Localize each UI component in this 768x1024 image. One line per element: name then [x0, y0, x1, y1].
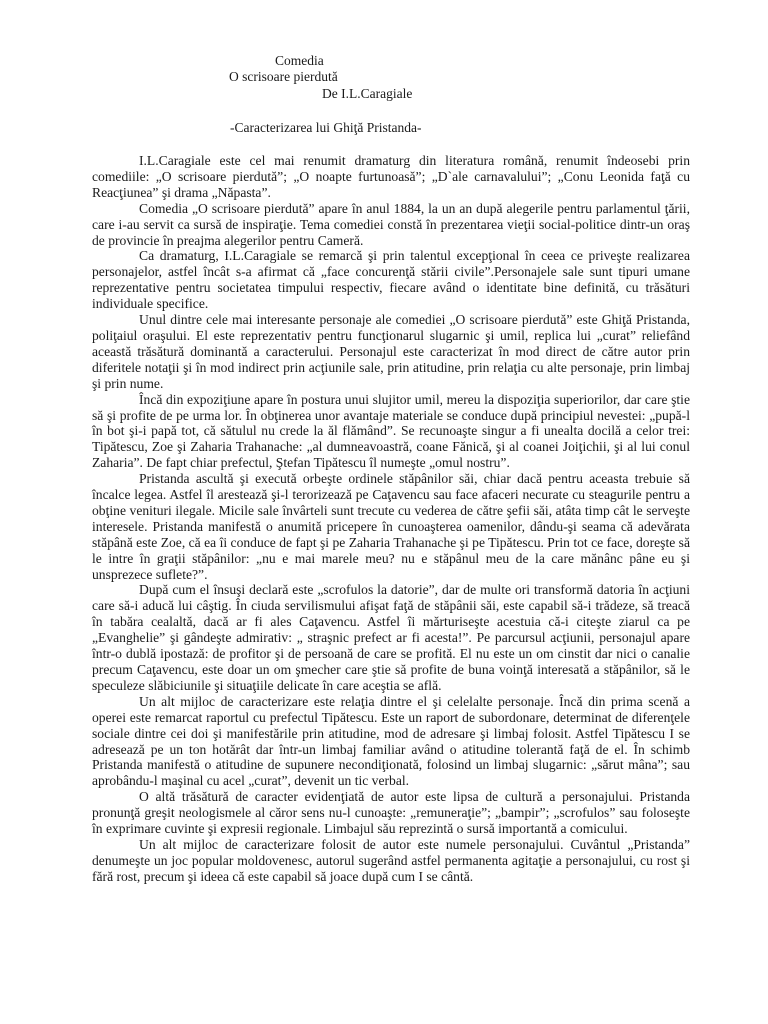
paragraph-5: Încă din expoziţiune apare în postura unui slujitor umil, mereu la dispoziţia superiorilor, dar care ştie să şi profite de pe urma lor. În obţinerea unor avantaje materiale se conduce după principiul nevestei: „pupă-l în bot şi-i papă tot, că sătulul nu crede la ăl flămând”. Se recunoaşte singur a fi unealta docilă a celor trei: Tipătescu, Zoe şi Zaharia Trahanache: „al dumneavoastră, coane Fănică, şi al coanei Joiţichii, şi al lui conul Zaharia”. De fapt chiar prefectul, Ştefan Tipătescu îl numeşte „omul nostru”. — [92, 391, 690, 471]
paragraph-6: Pristanda ascultă şi execută orbeşte ordinele stăpânilor săi, chiar dacă pentru aceasta trebuie să încalce legea. Astfel îl arestează şi-l terorizează pe Caţavencu sau face afaceri necurate cu steagurile pentru a obţine venituri ilegale. Micile sale învârteli sunt trecute cu vederea de către şefii săi, atâta timp cât le serveşte interesele. Pristanda manifestă o anumită pricepere în cunoaşterea oamenilor, dându-şi seama că adevărata stăpână este Zoe, că ea îi conduce de fapt şi pe Zaharia Trahanache şi pe Tipătescu. Prin tot ce face, doreşte să le intre în graţii stăpânilor: „nu e mai marele meu? nu e stăpânul meu de la care mănânc pâne eu şi unsprezece suflete?”. — [92, 471, 690, 582]
paragraph-7: După cum el însuşi declară este „scrofulos la datorie”, dar de multe ori transformă datoria în acţiuni care să-i aducă lui câştig. În ciuda servilismului afişat faţă de stăpânii săi, este capabil să-i trădeze, să treacă în tabăra cealaltă, dacă ar fi ales Caţavencu. Astfel îi mărturiseşte acestuia că-i citeşte ziarul ca pe „Evanghelie” şi gândeşte admirativ: „ straşnic prefect ar fi acesta!”. Pe parcursul acţiunii, personajul apare într-o dublă ipostază: de profitor şi de persoană de care se profită. El nu este un om cinstit dar nici o canalie precum Caţavencu, este doar un om şmecher care ştie să profite de buna voinţă interesată a stăpânilor, să le speculeze slăbiciunile şi situaţiile delicate în care aceştia se află. — [92, 582, 690, 693]
header-comedia: Comedia — [275, 53, 324, 68]
paragraph-9: O altă trăsătură de caracter evidenţiată de autor este lipsa de cultură a personajului. Pristanda pronunţă greşit neologismele al căror sens nu-l cunoaşte: „remuneraţie”; „bampir”; „scrofulos” sau foloseşte în exprimare cuvinte şi expresii regionale. Limbajul său reprezintă o sursă importantă a comicului. — [92, 789, 690, 837]
paragraph-4: Unul dintre cele mai interesante personaje ale comediei „O scrisoare pierdută” este Ghiţă Pristanda, poliţaiul oraşului. El este reprezentativ pentru funcţionarul slugarnic şi umil, replica lui „curat” reliefând această trăsătură dominantă a caracterului. Personajul este caracterizat în mod direct de către autor prin diferitele notaţii şi în mod indirect prin acţiunile sale, prin atitudine, prin relaţia cu alte personaje, prin limbaj şi prin nume. — [92, 312, 690, 391]
document-body — [92, 153, 690, 885]
paragraph-10: Un alt mijloc de caracterizare folosit de autor este numele personajului. Cuvântul „Pristanda” denumeşte un joc popular moldovenesc, autorul sugerând astfel permanenta agitaţie a personajului, cu rost şi fără rost, precum şi ideea că este capabil să joace după cum I se cântă. — [92, 836, 690, 884]
paragraph-1: I.L.Caragiale este cel mai renumit dramaturg din literatura română, renumit îndeosebi prin comediile: „O scrisoare pierdută”; „O noapte furtunoasă”; „D`ale carnavalului”; „Conu Leonida faţă cu Reacţiunea” şi drama „Năpasta”. — [92, 153, 690, 200]
header-author: De I.L.Caragiale — [322, 86, 413, 101]
paragraph-8: Un alt mijloc de caracterizare este relaţia dintre el şi celelalte personaje. Încă din prima scenă a operei este remarcat raportul cu prefectul Tipătescu. Este un raport de subordonare, determinat de diferenţele sociale dintre cei doi şi manifestările prin atitudine, mod de adresare şi limbaj folosit. Astfel Tipătescu I se adresează pe un ton hotărât dar într-un limbaj familiar având o atitudine tolerantă faţă de el. În schimb Pristanda manifestă o atitudine de supunere necondiţionată, folosind un limbaj slugarnic: „sărut mâna”; sau aprobându-l maşinal cu acel „curat”, devenit un tic verbal. — [92, 693, 690, 789]
paragraph-2: Comedia „O scrisoare pierdută” apare în anul 1884, la un an după alegerile pentru parlamentul ţării, care i-au servit ca sursă de inspiraţie. Tema comediei constă în prezentarea vieţii social-politice dintr-un oraş de provincie în preajma alegerilor pentru Cameră. — [92, 200, 690, 248]
document-subtitle: -Caracterizarea lui Ghiţă Pristanda- — [230, 120, 422, 135]
paragraph-3: Ca dramaturg, I.L.Caragiale se remarcă şi prin talentul excepţional în ceea ce priveşte realizarea personajelor, astfel încât s-a afirmat că „face concurenţă stării civile”.Personajele sale sunt tipuri umane reprezentative pentru societatea timpului respectiv, fiecare având o identitate bine definită, cu trăsături individuale specifice. — [92, 248, 690, 312]
header-play-title: O scrisoare pierdută — [229, 69, 338, 84]
